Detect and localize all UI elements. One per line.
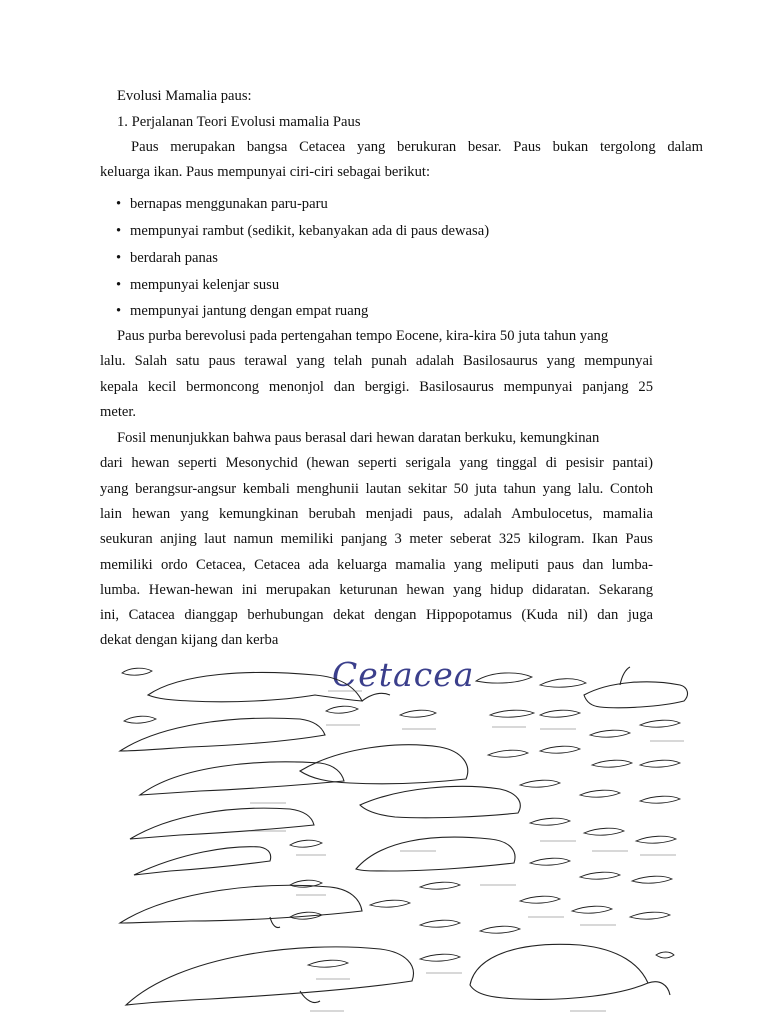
whale-drawings — [100, 655, 693, 1024]
paragraph-2-line-3: yang berangsur-angsur kembali menghunii lautan sekitar 50 juta tahun yang lalu. Contoh — [100, 481, 653, 497]
figure-title: Cetacea — [332, 655, 475, 694]
paragraph-2-line-9: dekat dengan kijang dan kerba — [100, 632, 279, 648]
paragraph-2-line-1: Fosil menunjukkan bahwa paus berasal dari hewan daratan berkuku, kemungkinan — [117, 430, 600, 446]
bullet-item: • mempunyai rambut (sedikit, kebanyakan ada di paus dewasa) — [116, 223, 490, 239]
paragraph-1-line-1: Paus purba berevolusi pada pertengahan tempo Eocene, kira-kira 50 juta tahun yang — [117, 328, 609, 344]
paragraph-1-line-3: kepala kecil bermoncong menonjol dan bergigi. Basilosaurus mempunyai panjang 25 — [100, 379, 653, 395]
paragraph-2-line-4: lain hewan yang kemungkinan berubah menjadi paus, adalah Ambulocetus, mamalia — [100, 506, 653, 522]
bullet-item: • mempunyai jantung dengan empat ruang — [116, 303, 369, 319]
paragraph-2-line-6: memiliki ordo Cetacea, Cetacea ada keluarga mamalia yang meliputi paus dan lumba- — [100, 557, 653, 573]
paragraph-2-line-5: seukuran anjing laut namun memiliki panjang 3 meter seberat 325 kilogram. Ikan Paus — [100, 531, 653, 547]
intro-line-2: keluarga ikan. Paus mempunyai ciri-ciri sebagai berikut: — [100, 164, 431, 180]
paragraph-1-line-2: lalu. Salah satu paus terawal yang telah punah adalah Basilosaurus yang mempunyai — [100, 353, 653, 369]
paragraph-1-line-4: meter. — [100, 404, 137, 420]
heading: Evolusi Mamalia paus: — [117, 88, 252, 104]
intro-line-1: Paus merupakan bangsa Cetacea yang berukuran besar. Paus bukan tergolong dalam — [131, 139, 703, 155]
bullet-item: • berdarah panas — [116, 250, 218, 266]
paragraph-2-line-2: dari hewan seperti Mesonychid (hewan seperti serigala yang tinggal di pesisir pantai) — [100, 455, 653, 471]
section-title: 1. Perjalanan Teori Evolusi mamalia Paus — [117, 114, 361, 130]
cetacea-illustration — [100, 655, 693, 1024]
bullet-item: • bernapas menggunakan paru-paru — [116, 196, 328, 212]
paragraph-2-line-7: lumba. Hewan-hewan ini merupakan keturunan hewan yang hidup didaratan. Sekarang — [100, 582, 653, 598]
bullet-item: • mempunyai kelenjar susu — [116, 277, 280, 293]
paragraph-2-line-8: ini, Catacea dianggap berhubungan dekat dengan Hippopotamus (Kuda nil) dan juga — [100, 607, 653, 623]
